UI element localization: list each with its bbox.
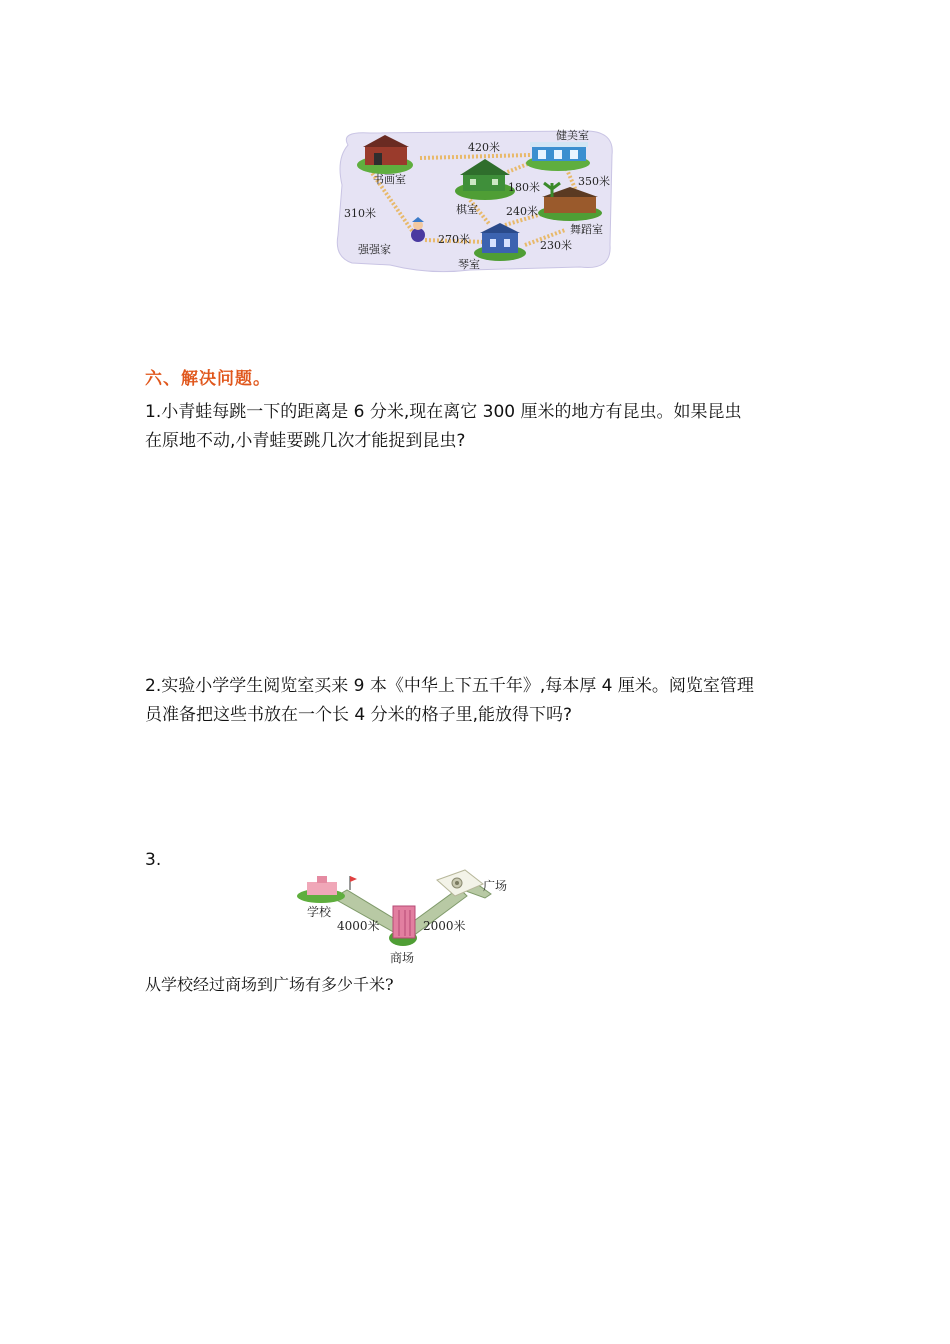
distance-240: 240米 [506,205,538,218]
question-1 [145,398,825,456]
label-shuhua: 书画室 [373,173,406,186]
distance-310: 310米 [344,207,376,220]
question-2-line-1: 2.实验小学学生阅览室买来 9 本《中华上下五千年》,每本厚 4 厘米。阅览室管理 [145,676,754,696]
school-mall-square-map [295,866,525,970]
distance-270: 270米 [438,233,470,246]
label-jianmei: 健美室 [556,129,589,142]
jianmei-room-icon [526,142,590,171]
question-3-text: 从学校经过商场到广场有多少千米? [145,975,394,994]
label-piano: 琴室 [458,258,480,271]
question-2-line-2: 员准备把这些书放在一个长 4 分米的格子里,能放得下吗? [145,705,573,725]
label-home: 强强家 [358,243,391,256]
question-1-line-2: 在原地不动,小青蛙要跳几次才能捉到昆虫? [145,431,466,451]
label-chess: 棋室 [456,203,478,216]
activity-room-map [330,125,620,275]
label-square: 广场 [483,879,508,893]
distance-180: 180米 [508,181,540,194]
distance-2000: 2000米 [423,919,466,933]
label-mall: 商场 [390,951,415,965]
label-dance: 舞蹈室 [570,223,603,236]
distance-230: 230米 [540,239,572,252]
question-1-line-1: 1.小青蛙每跳一下的距离是 6 分米,现在离它 300 厘米的地方有昆虫。如果昆虫 [145,402,742,422]
question-2 [145,672,825,730]
distance-350: 350米 [578,175,610,188]
section-title: 六、解决问题。 [145,369,271,389]
distance-4000: 4000米 [337,919,380,933]
mall-icon [389,906,417,946]
distance-420: 420米 [468,141,500,154]
question-3-number: 3. [145,850,162,870]
label-school: 学校 [307,905,332,919]
